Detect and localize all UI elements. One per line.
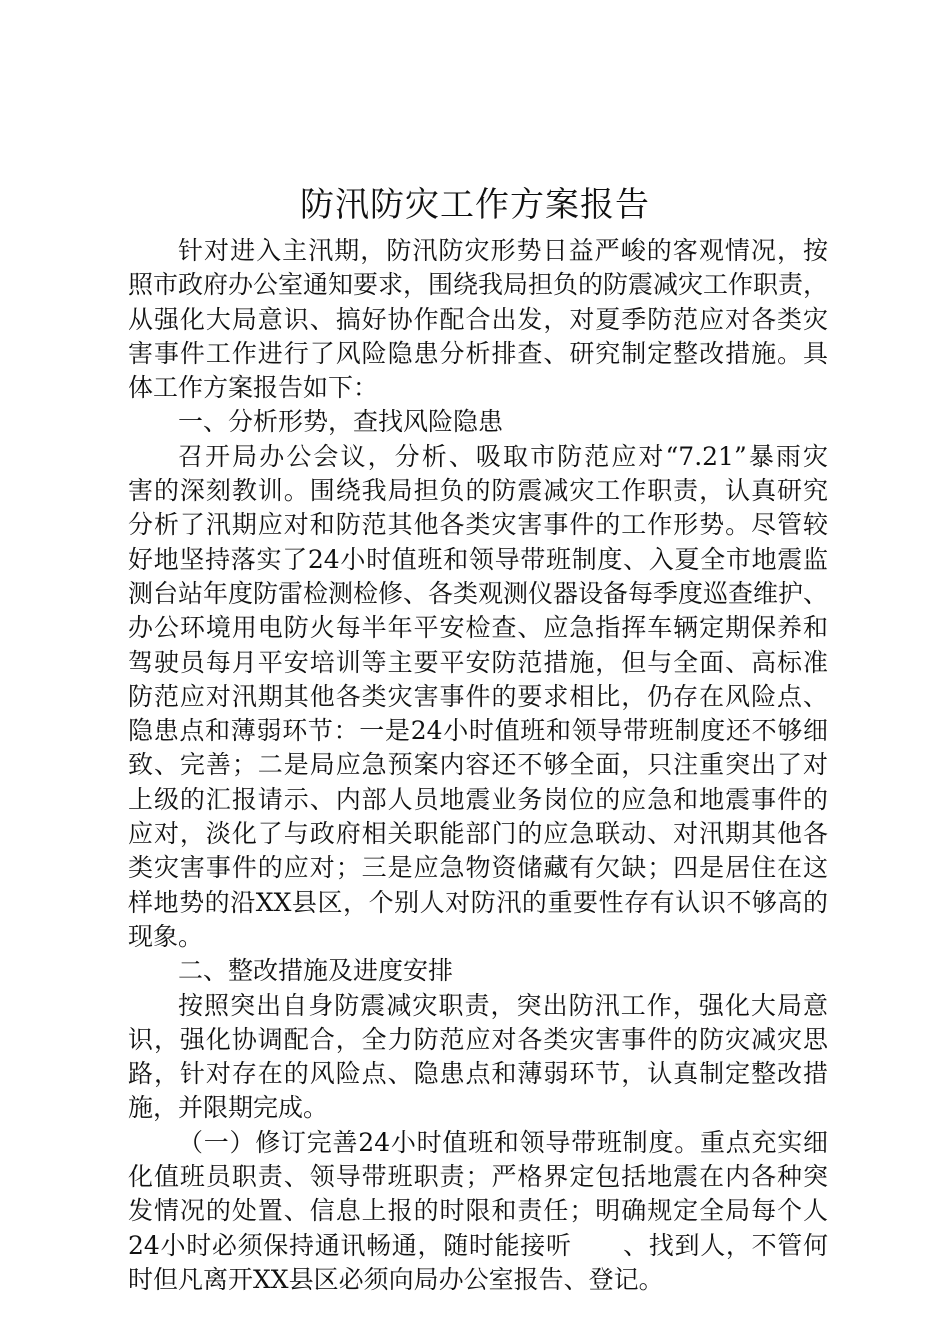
paragraph-line: 办公环境用电防火每半年平安检查、应急指挥车辆定期保养和 <box>128 613 828 643</box>
paragraph-line: 施，并限期完成。 <box>128 1093 329 1123</box>
paragraph-line: 分析了汛期应对和防范其他各类灾害事件的工作形势。尽管较 <box>128 510 828 540</box>
paragraph-line: 24小时必须保持通讯畅通，随时能接听 、找到人，不管何 <box>128 1230 828 1260</box>
paragraph-line: 召开局办公会议，分析、吸取市防范应对“7.21”暴雨灾 <box>178 441 828 471</box>
paragraph-line: 隐患点和薄弱环节：一是24小时值班和领导带班制度还不够细 <box>128 716 828 746</box>
paragraph-line: 应对，淡化了与政府相关职能部门的应急联动、对汛期其他各 <box>128 819 828 849</box>
paragraph-line: 路，针对存在的风险点、隐患点和薄弱环节，认真制定整改措 <box>128 1059 828 1089</box>
paragraph-line: 现象。 <box>128 921 204 951</box>
paragraph-line: 驾驶员每月平安培训等主要平安防范措施，但与全面、高标准 <box>128 647 828 677</box>
paragraph-line: 样地势的沿XX县区，个别人对防汛的重要性存有认识不够高的 <box>128 887 828 917</box>
document-title: 防汛防灾工作方案报告 <box>300 185 650 225</box>
paragraph-line: 针对进入主汛期，防汛防灾形势日益严峻的客观情况，按 <box>178 236 828 265</box>
paragraph-line: 测台站年度防雷检测检修、各类观测仪器设备每季度巡查维护、 <box>128 578 828 608</box>
paragraph-line: 上级的汇报请示、内部人员地震业务岗位的应急和地震事件的 <box>128 784 828 814</box>
paragraph-line: 从强化大局意识、搞好协作配合出发，对夏季防范应对各类灾 <box>128 304 828 334</box>
paragraph-line: 发情况的处置、信息上报的时限和责任；明确规定全局每个人 <box>128 1196 828 1226</box>
paragraph-line: 防范应对汛期其他各类灾害事件的要求相比，仍存在风险点、 <box>128 681 828 711</box>
paragraph-line: 类灾害事件的应对；三是应急物资储藏有欠缺；四是居住在这 <box>128 853 828 883</box>
paragraph-line: 致、完善；二是局应急预案内容还不够全面，只注重突出了对 <box>128 750 828 780</box>
section-heading: 二、整改措施及进度安排 <box>178 956 454 986</box>
section-heading: 一、分析形势，查找风险隐患 <box>178 407 504 437</box>
paragraph-line: 识，强化协调配合，全力防范应对各类灾害事件的防灾减灾思 <box>128 1024 828 1054</box>
paragraph-line: 好地坚持落实了24小时值班和领导带班制度、入夏全市地震监 <box>128 544 828 574</box>
document-body <box>128 234 828 1297</box>
paragraph-line: 照市政府办公室通知要求，围绕我局担负的防震减灾工作职责， <box>128 270 828 300</box>
paragraph-line: 按照突出自身防震减灾职责，突出防汛工作，强化大局意 <box>178 990 828 1020</box>
paragraph-line: 时但凡离开XX县区必须向局办公室报告、登记。 <box>128 1264 664 1294</box>
paragraph-line: 害的深刻教训。围绕我局担负的防震减灾工作职责，认真研究 <box>128 476 828 506</box>
paragraph-line: （一）修订完善24小时值班和领导带班制度。重点充实细 <box>178 1127 828 1157</box>
paragraph-line: 体工作方案报告如下： <box>128 373 379 403</box>
paragraph-line: 化值班员职责、领导带班职责；严格界定包括地震在内各种突 <box>128 1162 828 1192</box>
paragraph-line: 害事件工作进行了风险隐患分析排查、研究制定整改措施。具 <box>128 338 828 368</box>
